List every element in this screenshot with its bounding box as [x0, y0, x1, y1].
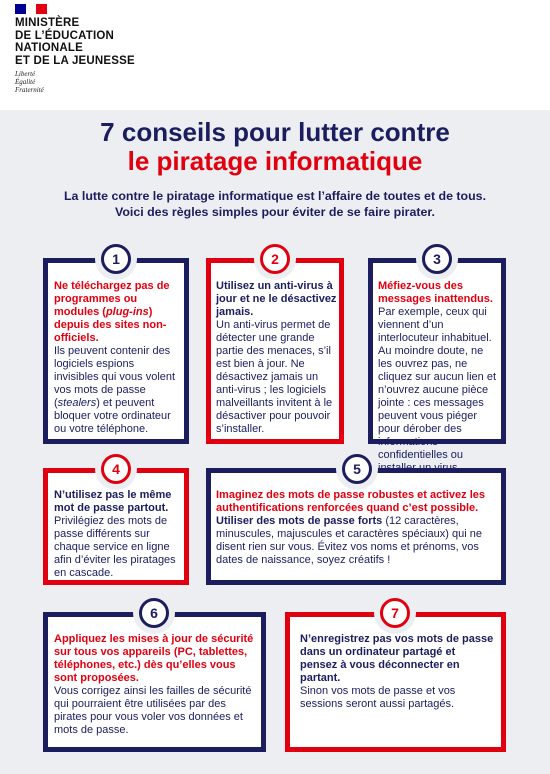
- tip-text-3: [378, 280, 500, 475]
- ministry-line: NATIONALE: [15, 42, 84, 54]
- tip-heading-2: Utilisez un anti-virus à jour et ne le désactivez jamais.: [216, 280, 337, 318]
- tip-heading-6: Appliquez les mises à jour de sécurité sur tous vos appareils (PC, tablettes, téléphones, etc.) dès qu’elles vous sont proposées.: [54, 633, 254, 684]
- tip-text-2: [216, 280, 338, 436]
- republic-motto: [15, 70, 44, 94]
- tip-body-5-rest: (12 caractères, minuscules, majuscules et caractères spéciaux) qui ne disent rien sur vous. Évitez vos noms et prénoms, vos dates de naissance, soyez créatifs !: [216, 515, 482, 566]
- tip-body-2: Un anti-virus permet de détecter une grande partie des menaces, s’il est bien à jour. Ne désactivez jamais un anti-virus ; les logiciels malveillants invitent à le désactiver pour pouvoir s’installer.: [216, 319, 333, 435]
- tip-body-1-b: ) et peuvent bloquer votre ordinateur ou votre téléphone.: [54, 397, 171, 435]
- tip-body-7: Sinon vos mots de passe et vos sessions seront aussi partagés.: [300, 685, 456, 710]
- title-line-2: le piratage informatique: [127, 146, 423, 176]
- ministry-line: DE L’ÉDUCATION: [15, 29, 115, 42]
- tip-heading-1-b: ) depuis des sites non-officiels.: [54, 306, 167, 344]
- tip-body-4: Privilégiez des mots de passe différents sur chaque service en ligne afin d’éviter les piratages en cascade.: [54, 515, 176, 579]
- tip-number-badge-6: 6: [139, 598, 169, 628]
- tip-text-1: [54, 280, 181, 436]
- tip-number-badge-1: 1: [101, 244, 131, 274]
- flag-white: [26, 4, 37, 14]
- page-header: [0, 0, 550, 110]
- tip-heading-1: [54, 280, 181, 345]
- tip-number-badge-2: 2: [260, 244, 290, 274]
- tip-body-1-em: stealers: [57, 397, 97, 409]
- tip-text-7: [300, 633, 494, 711]
- republic-flag-icon: [15, 4, 47, 14]
- ministry-line: MINISTÈRE: [15, 17, 80, 29]
- tip-number-badge-4: 4: [101, 454, 131, 484]
- tip-number-badge-7: 7: [380, 598, 410, 628]
- tip-body-1-a: Ils peuvent contenir des logiciels espions invisibles qui vous volent vos mots de passe (: [54, 345, 176, 409]
- intro-line-1: La lutte contre le piratage informatique est l’affaire de toutes et de tous.: [63, 189, 487, 203]
- tip-body-5: [216, 515, 500, 567]
- tip-text-4: [54, 489, 184, 580]
- tip-body-3: Par exemple, ceux qui viennent d’un interlocuteur inhabituel. Au moindre doute, ne les ouvrez pas, ne cliquez sur aucun lien et n’ouvrez aucune pièce jointe : ces messages peuvent vous piéger pour dérober des informations confidentielles ou: [378, 306, 497, 461]
- ministry-line: ET DE LA JEUNESSE: [15, 54, 135, 67]
- motto-line: Liberté: [15, 70, 36, 78]
- page-title: [0, 118, 550, 176]
- tip-body-5-bold: Utiliser des mots de passe forts: [216, 515, 383, 527]
- intro-text: [20, 188, 530, 220]
- tip-heading-1-em: plug-ins: [105, 306, 149, 318]
- motto-line: Égalité: [15, 78, 36, 86]
- tip-heading-1-a: Ne téléchargez pas de programmes ou modules (: [54, 280, 170, 318]
- tip-number-badge-5: 5: [342, 454, 372, 484]
- intro-line-2: Voici des règles simples pour éviter de se faire pirater.: [114, 205, 435, 219]
- tip-body-6: Vous corrigez ainsi les failles de sécurité qui pourraient être utilisées par des pirates pour vous voler vos données et mots de passe.: [54, 685, 252, 736]
- tip-heading-4: N’utilisez pas le même mot de passe partout.: [54, 489, 172, 514]
- tip-text-5: [216, 489, 500, 567]
- tip-heading-7: N’enregistrez pas vos mots de passe dans un ordinateur partagé et pensez à vous déconnecter en partant.: [300, 633, 494, 684]
- ministry-logo-text: [15, 17, 135, 67]
- tip-heading-5: Imaginez des mots de passe robustes et activez les authentifications renforcées quand c’est possible.: [216, 489, 485, 514]
- title-line-1: 7 conseils pour lutter contre: [100, 117, 450, 147]
- tip-body-1: [54, 345, 181, 436]
- flag-blue: [15, 4, 26, 14]
- flag-red: [36, 4, 47, 14]
- motto-line: Fraternité: [15, 86, 44, 94]
- tip-heading-3: Méfiez-vous des messages inattendus.: [378, 280, 493, 305]
- tip-number-badge-3: 3: [422, 244, 452, 274]
- tip-text-6: [54, 633, 259, 737]
